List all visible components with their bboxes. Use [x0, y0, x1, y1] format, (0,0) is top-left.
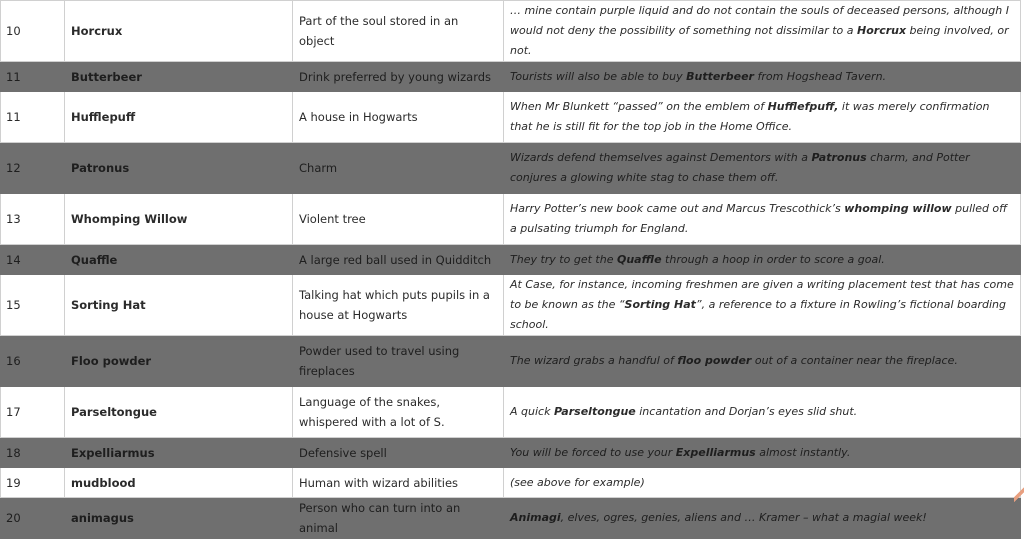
example-cell: When Mr Blunkett “passed” on the emblem of Hufflefpuff, it was merely confirmation that he is still fit for the top job in the Home Office.: [504, 92, 1021, 143]
row-number: 19: [1, 468, 65, 498]
row-number: 14: [1, 245, 65, 275]
row-number: 16: [1, 336, 65, 387]
example-cell: Tourists will also be able to buy Butterbeer from Hogshead Tavern.: [504, 62, 1021, 92]
term-cell: Butterbeer: [65, 62, 293, 92]
example-cell: … mine contain purple liquid and do not contain the souls of deceased persons, although I would not deny the possibility of something not dissimilar to a Horcrux being involved, or not.: [504, 1, 1021, 62]
definition-cell: Charm: [293, 143, 504, 194]
table-row: [1, 275, 1021, 336]
table-row: [1, 62, 1021, 92]
row-number: 10: [1, 1, 65, 62]
row-number: 18: [1, 438, 65, 468]
row-number: 11: [1, 62, 65, 92]
corner-decoration: [1014, 467, 1024, 507]
example-cell: (see above for example): [504, 468, 1021, 498]
table-row: [1, 1, 1021, 62]
example-cell: Animagi, elves, ogres, genies, aliens and … Kramer – what a magial week!: [504, 498, 1021, 539]
table-row: [1, 194, 1021, 245]
table-row: [1, 143, 1021, 194]
table-row: [1, 438, 1021, 468]
example-cell: Wizards defend themselves against Dementors with a Patronus charm, and Potter conjures a glowing white stag to chase them off.: [504, 143, 1021, 194]
example-cell: Harry Potter’s new book came out and Marcus Trescothick’s whomping willow pulled off a pulsating triumph for England.: [504, 194, 1021, 245]
definition-cell: Defensive spell: [293, 438, 504, 468]
definition-cell: Part of the soul stored in an object: [293, 1, 504, 62]
row-number: 13: [1, 194, 65, 245]
term-cell: Horcrux: [65, 1, 293, 62]
example-cell: You will be forced to use your Expelliarmus almost instantly.: [504, 438, 1021, 468]
example-cell: They try to get the Quaffle through a hoop in order to score a goal.: [504, 245, 1021, 275]
definition-cell: A house in Hogwarts: [293, 92, 504, 143]
definition-cell: Talking hat which puts pupils in a house at Hogwarts: [293, 275, 504, 336]
term-cell: Hufflepuff: [65, 92, 293, 143]
definition-cell: A large red ball used in Quidditch: [293, 245, 504, 275]
term-cell: mudblood: [65, 468, 293, 498]
row-number: 17: [1, 387, 65, 438]
example-cell: At Case, for instance, incoming freshmen are given a writing placement test that has come to be known as the “Sorting Hat”, a reference to a fixture in Rowling’s fictional boarding school.: [504, 275, 1021, 336]
row-number: 12: [1, 143, 65, 194]
definition-cell: Powder used to travel using fireplaces: [293, 336, 504, 387]
table-row: [1, 498, 1021, 539]
term-cell: Quaffle: [65, 245, 293, 275]
example-cell: A quick Parseltongue incantation and Dorjan’s eyes slid shut.: [504, 387, 1021, 438]
table-row: [1, 92, 1021, 143]
term-cell: animagus: [65, 498, 293, 539]
term-cell: Expelliarmus: [65, 438, 293, 468]
table-row: [1, 468, 1021, 498]
term-cell: Sorting Hat: [65, 275, 293, 336]
definition-cell: Human with wizard abilities: [293, 468, 504, 498]
term-cell: Floo powder: [65, 336, 293, 387]
definition-cell: Violent tree: [293, 194, 504, 245]
definition-cell: Drink preferred by young wizards: [293, 62, 504, 92]
table-row: [1, 336, 1021, 387]
definition-cell: Language of the snakes, whispered with a lot of S.: [293, 387, 504, 438]
row-number: 20: [1, 498, 65, 539]
example-cell: The wizard grabs a handful of floo powder out of a container near the fireplace.: [504, 336, 1021, 387]
row-number: 11: [1, 92, 65, 143]
table-row: [1, 387, 1021, 438]
term-cell: Parseltongue: [65, 387, 293, 438]
table-row: [1, 245, 1021, 275]
row-number: 15: [1, 275, 65, 336]
term-cell: Patronus: [65, 143, 293, 194]
term-cell: Whomping Willow: [65, 194, 293, 245]
definition-cell: Person who can turn into an animal: [293, 498, 504, 539]
